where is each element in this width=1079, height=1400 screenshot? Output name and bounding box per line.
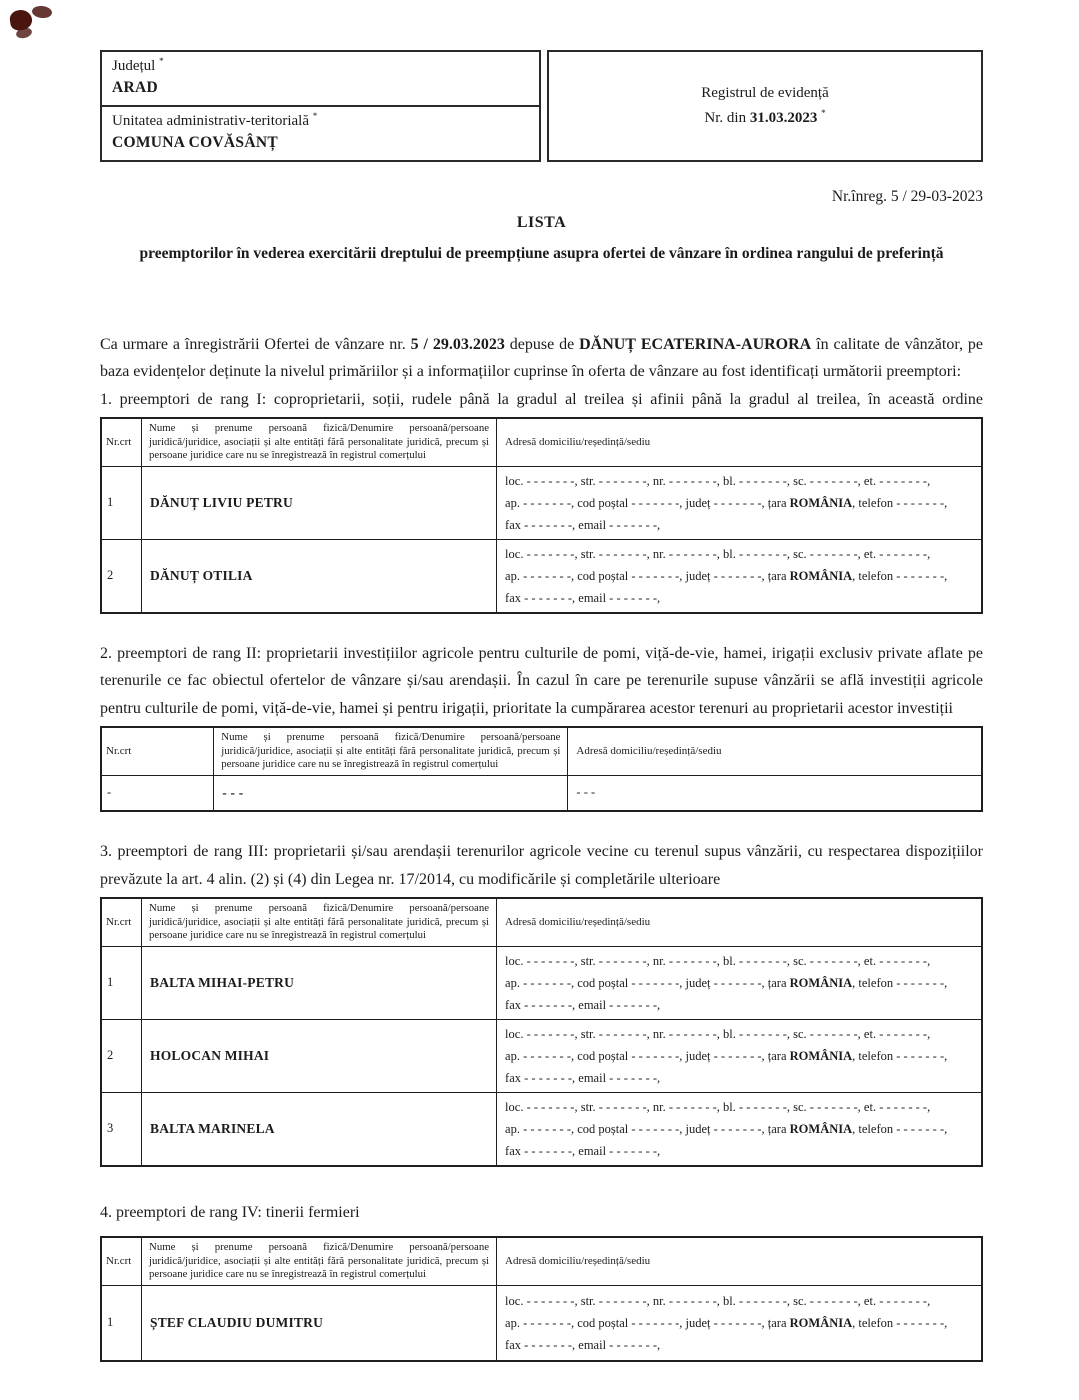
seller-name: DĂNUȚ ECATERINA-AURORA [579,335,812,353]
stamp-blob [31,5,52,19]
preemptor-name-cell: - - - [214,775,568,811]
name-column-header: Nume și prenume persoană fizică/Denumire persoană/persoane juridică/juridice, asociații și alte entități fără personalitate juridică, precum și persoane juridice care nu se înregistrează în registrul comerțului [142,418,497,466]
table-header-row [101,418,982,466]
header-left-box [100,50,541,162]
section-rank-4 [100,1199,983,1362]
address-column-header: Adresă domiciliu/reședință/sediu [497,898,982,946]
preemptor-name-cell: BALTA MIHAI-PETRU [142,946,497,1019]
nr-crt-column-header: Nr.crt [101,1237,142,1285]
table-row [101,1019,982,1092]
row-number-cell: 3 [101,1092,142,1166]
registration-line: Nr.înreg. 5 / 29-03-2023 [831,188,983,205]
address-cell: loc. - - - - - - -, str. - - - - - - -, nr. - - - - - - -, bl. - - - - - - -, sc. - - - - - - -, et. - - - - - - -, ap. - - - - - - -, cod poștal - - - - - - -, județ - - - - - - -, țara ROMÂNIA, telefon - - - - - - -, fax - - - - - - -, email - - - - - - -, [497,1285,982,1361]
preemptor-name-cell: BALTA MARINELA [142,1092,497,1166]
preemptor-name-cell: HOLOCAN MIHAI [142,1019,497,1092]
table-row [101,946,982,1019]
table-row [101,775,982,811]
row-number-cell: 2 [101,1019,142,1092]
section-heading-rank-1: 1. preemptori de rang I: coproprietarii, soții, rudele până la gradul al treilea și afinii până la gradul al treilea, în această ordine [100,390,983,408]
row-number-cell: 1 [101,1285,142,1361]
preemptors-table-rank-3 [100,897,983,1166]
document-header [100,50,983,162]
asterisk: * [821,108,826,118]
address-cell: loc. - - - - - - -, str. - - - - - - -, nr. - - - - - - -, bl. - - - - - - -, sc. - - - - - - -, et. - - - - - - -, ap. - - - - - - -, cod poștal - - - - - - -, județ - - - - - - -, țara ROMÂNIA, telefon - - - - - - -, fax - - - - - - -, email - - - - - - -, [497,1019,982,1092]
address-cell: - - - [568,775,982,811]
address-cell: loc. - - - - - - -, str. - - - - - - -, nr. - - - - - - -, bl. - - - - - - -, sc. - - - - - - -, et. - - - - - - -, ap. - - - - - - -, cod poștal - - - - - - -, județ - - - - - - -, țara ROMÂNIA, telefon - - - - - - -, fax - - - - - - -, email - - - - - - -, [497,1092,982,1166]
registry-number-line: Nr. din 31.03.2023 * [704,108,826,126]
address-column-header: Adresă domiciliu/reședință/sediu [497,418,982,466]
row-number-cell: 1 [101,466,142,539]
address-cell: loc. - - - - - - -, str. - - - - - - -, nr. - - - - - - -, bl. - - - - - - -, sc. - - - - - - -, et. - - - - - - -, ap. - - - - - - -, cod poștal - - - - - - -, județ - - - - - - -, țara ROMÂNIA, telefon - - - - - - -, fax - - - - - - -, email - - - - - - -, [497,539,982,613]
name-column-header: Nume și prenume persoană fizică/Denumire persoană/persoane juridică/juridice, asociații și alte entități fără personalitate juridică, precum și persoane juridice care nu se înregistrează în registrul comerțului [142,898,497,946]
uat-cell [102,105,539,160]
address-cell: loc. - - - - - - -, str. - - - - - - -, nr. - - - - - - -, bl. - - - - - - -, sc. - - - - - - -, et. - - - - - - -, ap. - - - - - - -, cod poștal - - - - - - -, județ - - - - - - -, țara ROMÂNIA, telefon - - - - - - -, fax - - - - - - -, email - - - - - - -, [497,946,982,1019]
nr-crt-column-header: Nr.crt [101,898,142,946]
section-rank-2 [100,640,983,813]
offer-number: 5 / 29.03.2023 [410,335,505,353]
header-right-box [547,50,983,162]
asterisk: * [312,111,318,121]
uat-label: Unitatea administrativ-teritorială * [112,111,318,129]
judet-label: Județul * [112,56,164,74]
table-row [101,1285,982,1361]
nr-crt-column-header: Nr.crt [101,727,214,775]
table-row [101,466,982,539]
address-cell: loc. - - - - - - -, str. - - - - - - -, nr. - - - - - - -, bl. - - - - - - -, sc. - - - - - - -, et. - - - - - - -, ap. - - - - - - -, cod poștal - - - - - - -, județ - - - - - - -, țara ROMÂNIA, telefon - - - - - - -, fax - - - - - - -, email - - - - - - -, [497,466,982,539]
preemptors-table-rank-4 [100,1236,983,1362]
preemptors-table-rank-2 [100,726,983,812]
name-column-header: Nume și prenume persoană fizică/Denumire persoană/persoane juridică/juridice, asociații și alte entități fără personalitate juridică, precum și persoane juridice care nu se înregistrează în registrul comerțului [214,727,568,775]
asterisk: * [159,56,164,66]
name-column-header: Nume și prenume persoană fizică/Denumire persoană/persoane juridică/juridice, asociații și alte entități fără personalitate juridică, precum și persoane juridice care nu se înregistrează în registrul comerțului [142,1237,497,1285]
intro-paragraph: Ca urmare a înregistrării Ofertei de vânzare nr. 5 / 29.03.2023 depuse de DĂNUȚ ECATERINA-AURORA în calitate de vânzător, pe baza evidențelor deținute la nivelul primăriilor și a informațiilor cuprinse în oferta de vânzare au fost identificați următorii preemptori: [100,335,984,381]
preemptors-table-rank-1 [100,417,983,613]
section-rank-3 [100,838,983,1166]
judet-value: ARAD [112,79,158,96]
row-number-cell: 2 [101,539,142,613]
section-rank-1 [100,386,983,614]
table-row [101,539,982,613]
address-column-header: Adresă domiciliu/reședință/sediu [568,727,982,775]
section-heading-rank-4: 4. preemptori de rang IV: tinerii fermieri [100,1203,360,1221]
section-heading-rank-2: 2. preemptori de rang II: proprietarii investițiilor agricole pentru culturile de pomi, viță-de-vie, hamei, irigații exclusiv private aflate pe terenurile ce fac obiectul ofertelor de vânzare și/sau arendașii. În cazul în care pe terenurile supuse vânzării se află investiții agricole pentru culturile de pomi, viță-de-vie, hamei și pentru irigații, prioritate la cumpărarea acestor terenuri au proprietarii acestor investiții [100,644,983,717]
uat-value: COMUNA COVĂSÂNȚ [112,134,278,151]
table-header-row [101,1237,982,1285]
preemptor-name-cell: ȘTEF CLAUDIU DUMITRU [142,1285,497,1361]
preemptor-name-cell: DĂNUȚ OTILIA [142,539,497,613]
row-number-cell: 1 [101,946,142,1019]
page-title: LISTA [516,214,567,231]
address-column-header: Adresă domiciliu/reședință/sediu [497,1237,982,1285]
table-header-row [101,727,982,775]
row-number-cell: - [101,775,214,811]
section-heading-rank-3: 3. preemptori de rang III: proprietarii și/sau arendașii terenurilor agricole vecine cu terenul supus vânzării, cu respectarea dispozițiilor prevăzute la art. 4 alin. (2) și (4) din Legea nr. 17/2014, cu modificările și completările ulterioare [100,843,983,888]
judet-cell [102,52,539,105]
page-subtitle: preemptorilor în vederea exercitării dreptului de preempțiune asupra ofertei de vânzare în ordinea rangului de preferință [139,245,944,262]
corner-stamp-mark [6,4,76,49]
table-header-row [101,898,982,946]
registry-label: Registrul de evidență [701,85,829,102]
nr-crt-column-header: Nr.crt [101,418,142,466]
preemptor-name-cell: DĂNUȚ LIVIU PETRU [142,466,497,539]
table-row [101,1092,982,1166]
